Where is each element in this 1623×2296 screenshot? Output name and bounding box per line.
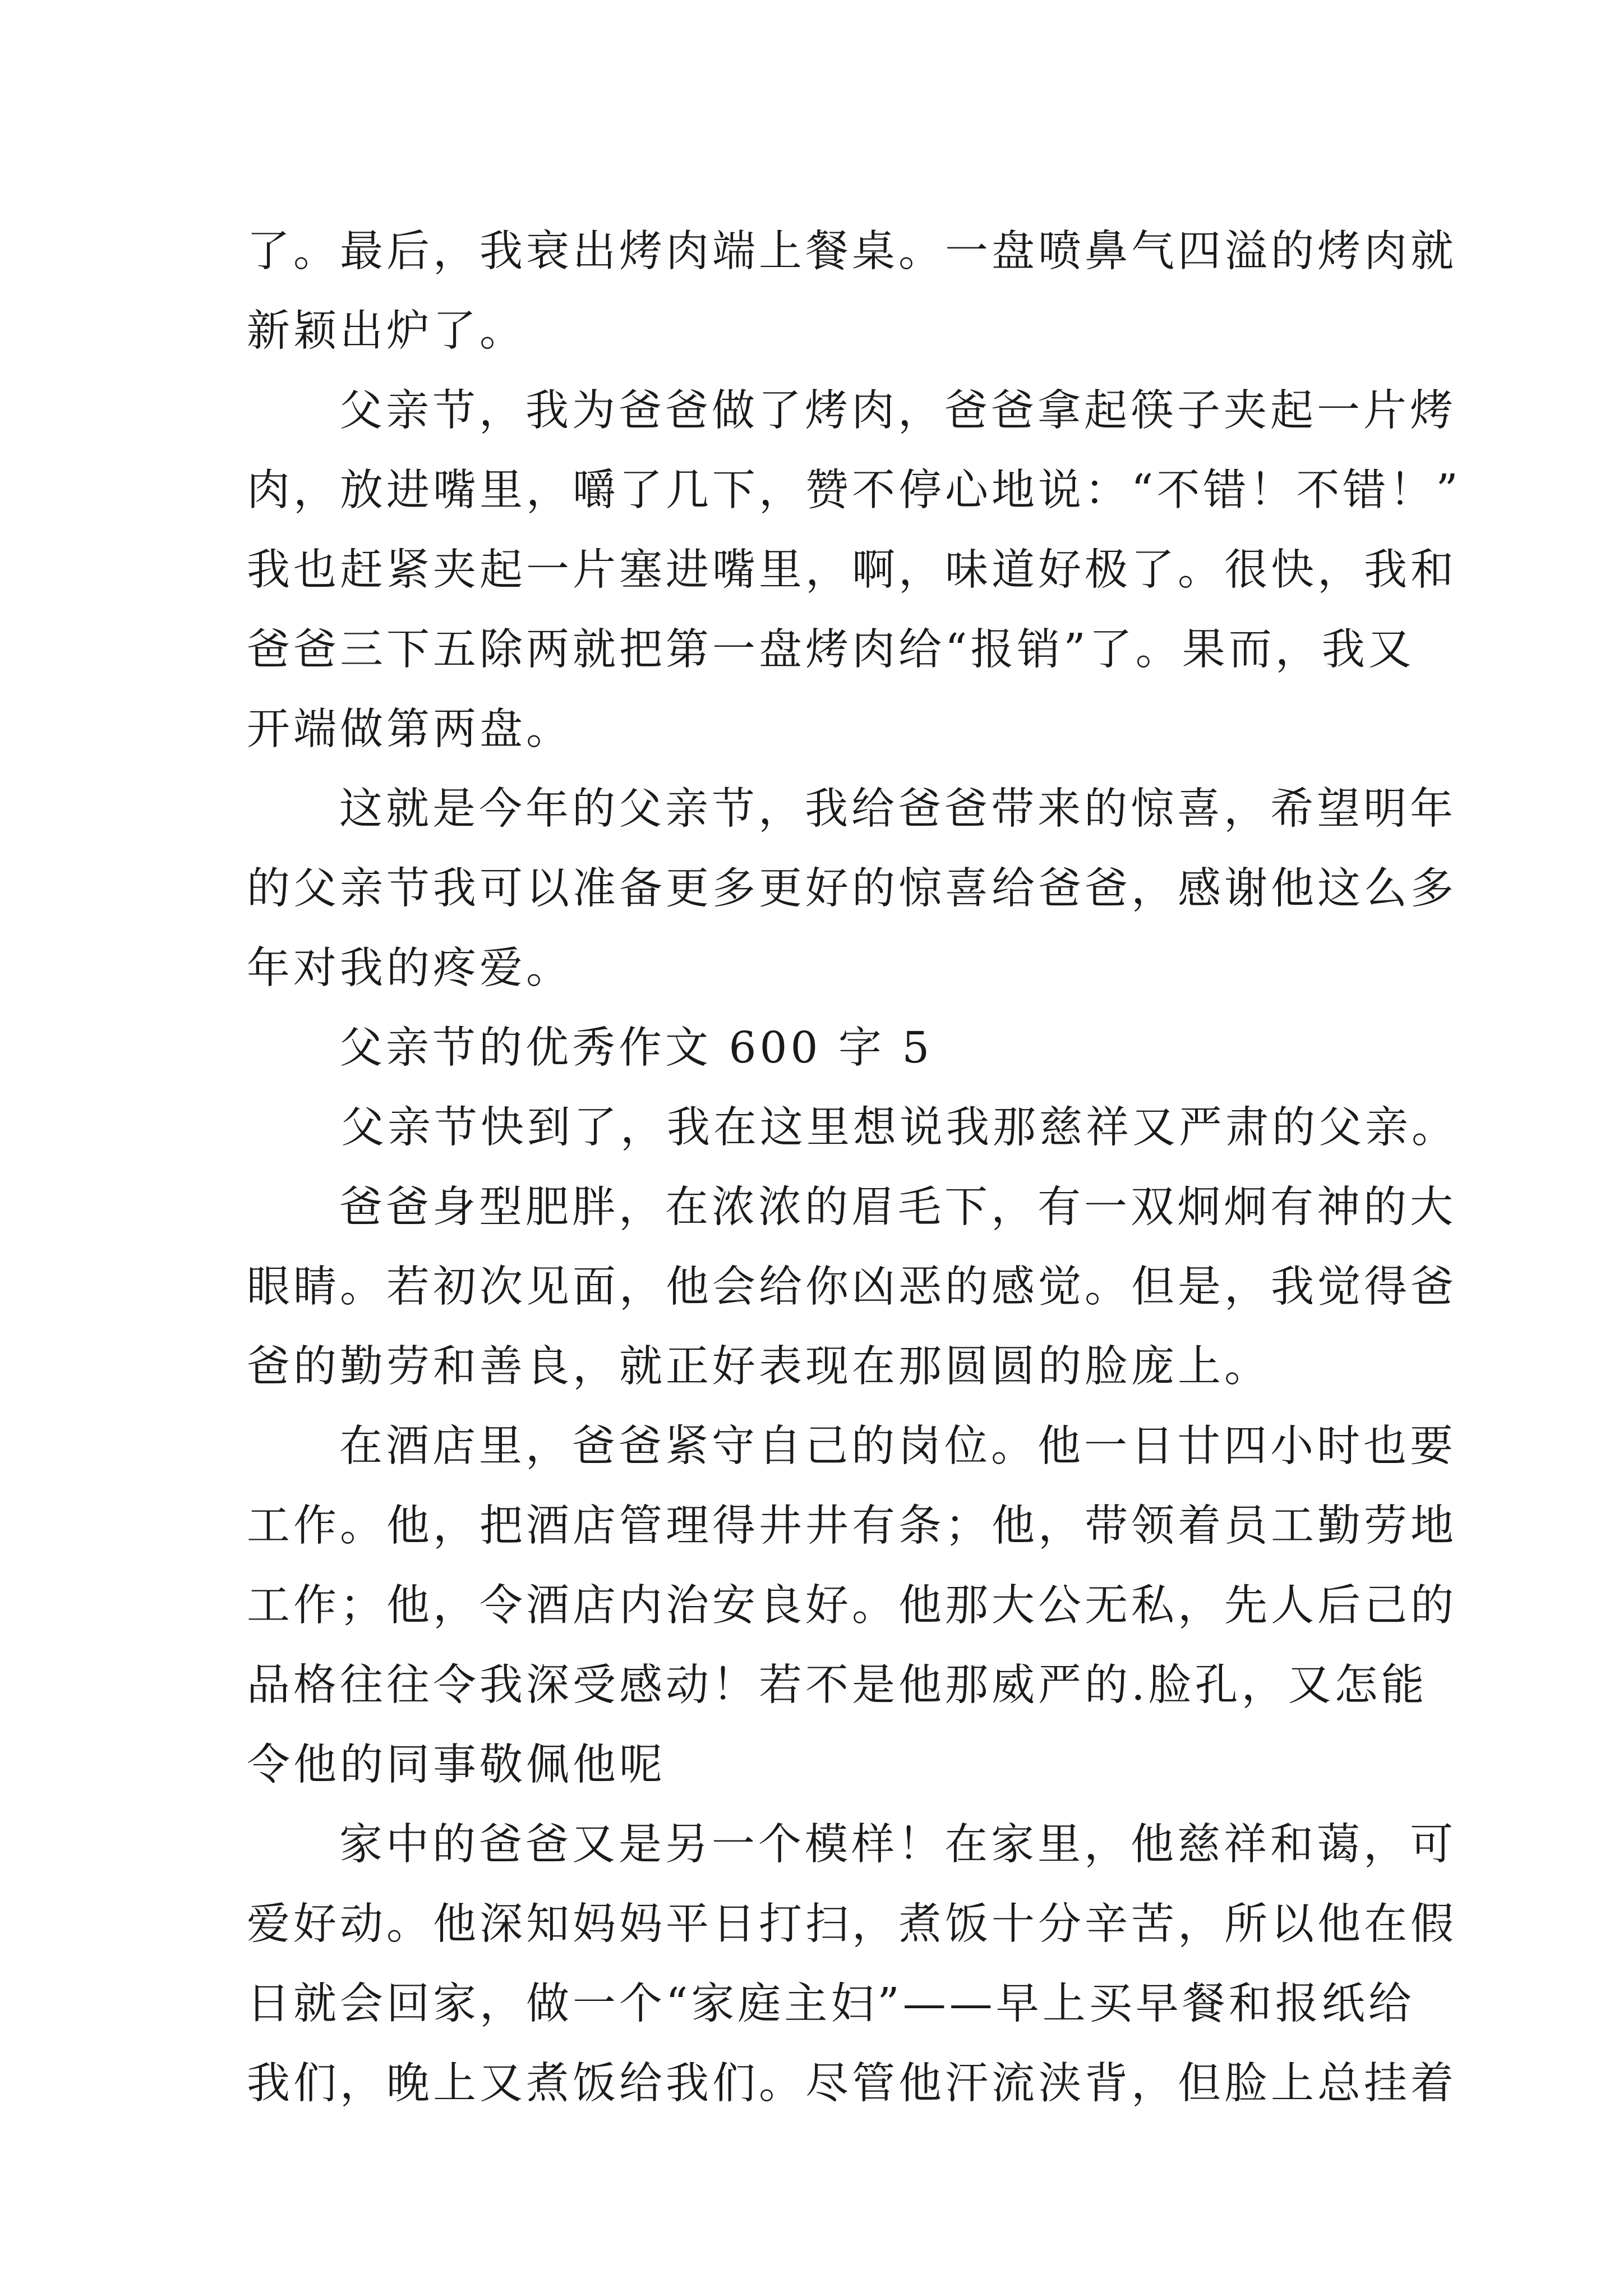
- text-line: 年对我的疼爱。: [247, 944, 573, 993]
- text-line: 我也赶紧夹起一片塞进嘴里，啊，味道好极了。很快，我和: [247, 545, 1457, 595]
- paragraph-start-line: 父亲节，我为爸爸做了烤肉，爸爸拿起筷子夹起一片烤: [339, 386, 1456, 436]
- text-line: 开端做第两盘。: [247, 705, 573, 754]
- text-line: 我们，晚上又煮饭给我们。尽管他汗流浃背，但脸上总挂着: [247, 2059, 1457, 2109]
- text-line: 爸爸三下五除两就把第一盘烤肉给“报销”了。果而，我又: [247, 625, 1415, 675]
- text-line: 工作；他，令酒店内治安良好。他那大公无私，先人后己的: [247, 1581, 1457, 1631]
- text-line: 令他的同事敬佩他呢: [247, 1740, 666, 1790]
- paragraph-start-line: 这就是今年的父亲节，我给爸爸带来的惊喜，希望明年: [339, 784, 1456, 834]
- text-line: 肉，放进嘴里，嚼了几下，赞不停心地说：“不错！不错！”: [247, 466, 1461, 516]
- text-line: 爸的勤劳和善良，就正好表现在那圆圆的脸庞上。: [247, 1342, 1271, 1392]
- text-line: 工作。他，把酒店管理得井井有条；他，带领着员工勤劳地: [247, 1501, 1457, 1551]
- paragraph-start-line: 父亲节快到了，我在这里想说我那慈祥又严肃的父亲。: [341, 1103, 1458, 1153]
- paragraph-start-line: 爸爸身型肥胖，在浓浓的眉毛下，有一双炯炯有神的大: [339, 1182, 1456, 1232]
- text-line: 爱好动。他深知妈妈平日打扫，煮饭十分辛苦，所以他在假: [247, 1899, 1457, 1949]
- text-line: 眼睛。若初次见面，他会给你凶恶的感觉。但是，我觉得爸: [247, 1262, 1457, 1312]
- text-line: 日就会回家，做一个“家庭主妇”——早上买早餐和报纸给: [247, 1979, 1415, 2029]
- section-heading: 父亲节的优秀作文 600 字 5: [339, 1023, 933, 1073]
- text-line: 新颖出炉了。: [247, 306, 526, 356]
- paragraph-start-line: 在酒店里，爸爸紧守自己的岗位。他一日廿四小时也要: [339, 1421, 1456, 1471]
- text-line: 了。最后，我衰出烤肉端上餐桌。一盘喷鼻气四溢的烤肉就: [247, 227, 1457, 277]
- document-body: [247, 212, 1461, 2124]
- text-line: 品格往往令我深受感动！若不是他那威严的.脸孔，又怎能: [247, 1660, 1428, 1710]
- text-line: 的父亲节我可以准备更多更好的惊喜给爸爸，感谢他这么多: [247, 864, 1457, 914]
- paragraph-start-line: 家中的爸爸又是另一个模样！在家里，他慈祥和蔼，可: [339, 1820, 1456, 1870]
